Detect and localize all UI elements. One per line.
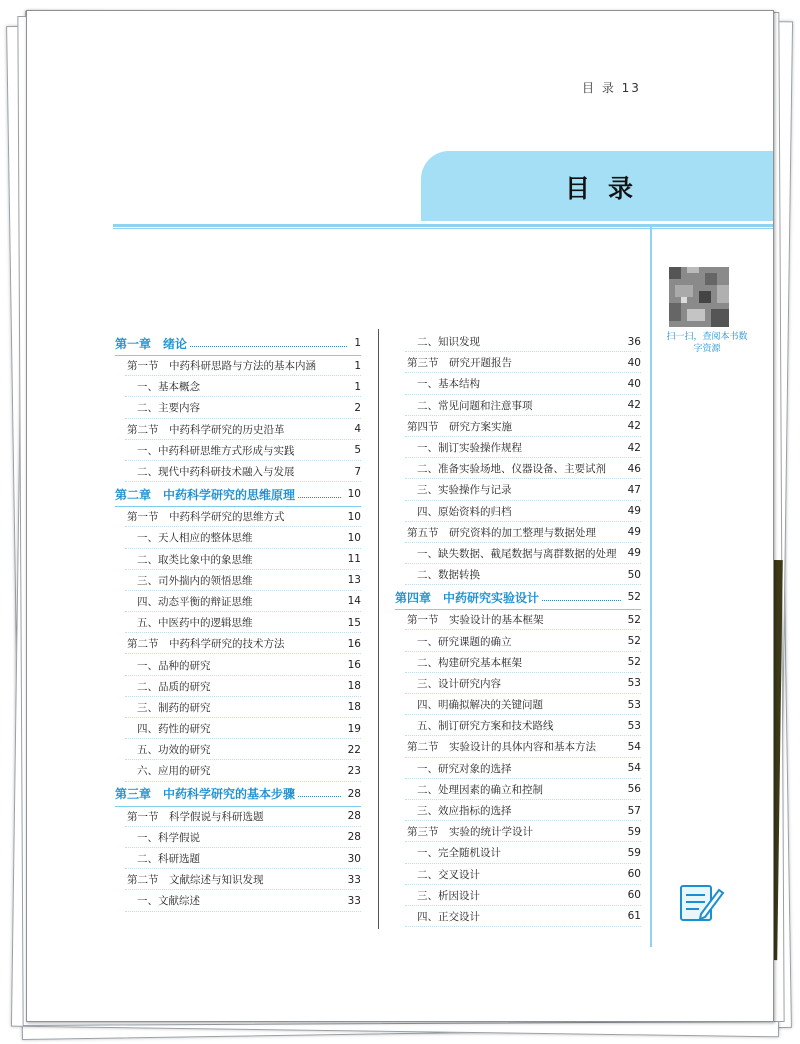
toc-item-entry[interactable] <box>115 461 361 482</box>
toc-entry-page: 52 <box>627 613 641 626</box>
toc-section-entry[interactable] <box>395 736 641 757</box>
toc-entry-title: 三、实验操作与记录 <box>417 484 512 497</box>
toc-section-entry[interactable] <box>395 522 641 543</box>
toc-entry-title: 第四节 研究方案实施 <box>407 420 512 433</box>
toc-entry-page: 23 <box>347 764 361 777</box>
toc-entry-title: 六、应用的研究 <box>137 765 211 778</box>
toc-entry-page: 10 <box>347 488 361 501</box>
toc-entry-page: 52 <box>627 591 641 604</box>
toc-item-entry[interactable] <box>115 654 361 675</box>
toc-item-entry[interactable] <box>115 676 361 697</box>
toc-entry-title: 一、基本结构 <box>417 378 480 391</box>
toc-entry-title: 一、制订实验操作规程 <box>417 442 522 455</box>
column-divider <box>378 329 379 929</box>
toc-entry-title: 一、品种的研究 <box>137 659 211 672</box>
toc-section-entry[interactable] <box>395 352 641 373</box>
toc-item-entry[interactable] <box>115 718 361 739</box>
toc-item-entry[interactable] <box>115 848 361 869</box>
toc-entry-title: 二、处理因素的确立和控制 <box>417 783 543 796</box>
running-header: 目 录 13 <box>582 81 641 95</box>
toc-item-entry[interactable] <box>395 543 641 564</box>
header-rule <box>113 224 773 227</box>
toc-entry-title: 第二节 中药科学研究的技术方法 <box>127 638 285 651</box>
toc-section-entry[interactable] <box>395 821 641 842</box>
toc-item-entry[interactable] <box>395 673 641 694</box>
toc-entry-title: 三、析因设计 <box>417 889 480 902</box>
toc-item-entry[interactable] <box>395 694 641 715</box>
toc-item-entry[interactable] <box>395 437 641 458</box>
toc-item-entry[interactable] <box>115 612 361 633</box>
toc-entry-title: 五、制订研究方案和技术路线 <box>417 720 554 733</box>
toc-item-entry[interactable] <box>395 906 641 927</box>
toc-entry-title: 第一节 中药科学研究的思维方式 <box>127 511 285 524</box>
toc-entry-page: 1 <box>354 337 361 349</box>
toc-entry-page: 50 <box>627 568 641 581</box>
toc-entry-title: 一、文献综述 <box>137 895 200 908</box>
toc-entry-title: 二、取类比象中的象思维 <box>137 553 253 566</box>
toc-entry-title: 一、中药科研思维方式形成与实践 <box>137 444 295 457</box>
toc-entry-title: 二、数据转换 <box>417 569 480 582</box>
toc-section-entry[interactable] <box>115 355 361 376</box>
toc-item-entry[interactable] <box>115 760 361 781</box>
toc-entry-title: 四、动态平衡的辩证思维 <box>137 595 253 608</box>
toc-entry-title: 二、知识发现 <box>417 336 480 349</box>
toc-entry-title: 第一章 绪论 <box>115 336 188 351</box>
toc-item-entry[interactable] <box>395 800 641 821</box>
toc-item-entry[interactable] <box>395 501 641 522</box>
toc-entry-title: 四、正交设计 <box>417 910 480 923</box>
toc-entry-page: 15 <box>347 616 361 629</box>
toc-entry-page: 56 <box>627 783 641 796</box>
toc-entry-title: 二、交叉设计 <box>417 868 480 881</box>
toc-item-entry[interactable] <box>395 331 641 352</box>
toc-entry-title: 五、中医药中的逻辑思维 <box>137 617 253 630</box>
toc-entry-page: 4 <box>354 423 361 436</box>
toc-right-column <box>395 331 641 927</box>
toc-entry-page: 49 <box>627 547 641 560</box>
toc-entry-title: 四、明确拟解决的关键问题 <box>417 699 543 712</box>
qr-caption: 扫一扫，查阅本书数字资源 <box>666 332 748 354</box>
toc-item-entry[interactable] <box>395 458 641 479</box>
toc-item-entry[interactable] <box>115 591 361 612</box>
toc-item-entry[interactable] <box>115 376 361 397</box>
toc-entry-title: 二、主要内容 <box>137 402 200 415</box>
toc-entry-title: 四、药性的研究 <box>137 723 211 736</box>
toc-entry-page: 1 <box>354 380 361 393</box>
toc-entry-title: 第四章 中药研究实验设计 <box>395 590 540 605</box>
toc-entry-page: 60 <box>627 868 641 881</box>
toc-item-entry[interactable] <box>395 564 641 585</box>
toc-item-entry[interactable] <box>395 479 641 500</box>
toc-entry-title: 五、功效的研究 <box>137 744 211 757</box>
toc-entry-page: 54 <box>627 740 641 753</box>
toc-item-entry[interactable] <box>395 779 641 800</box>
toc-entry-page: 53 <box>627 698 641 711</box>
toc-item-entry[interactable] <box>115 397 361 418</box>
toc-entry-page: 30 <box>347 852 361 865</box>
toc-entry-title: 一、科学假说 <box>137 831 200 844</box>
toc-item-entry[interactable] <box>115 827 361 848</box>
toc-entry-title: 四、原始资料的归档 <box>417 505 512 518</box>
toc-entry-page: 22 <box>347 743 361 756</box>
toc-item-entry[interactable] <box>115 890 361 911</box>
toc-section-entry[interactable] <box>115 869 361 890</box>
toc-item-entry[interactable] <box>395 758 641 779</box>
toc-section-entry[interactable] <box>115 506 361 527</box>
toc-entry-page: 40 <box>627 356 641 369</box>
toc-item-entry[interactable] <box>115 739 361 760</box>
dot-leader <box>190 346 347 347</box>
toc-item-entry[interactable] <box>395 630 641 651</box>
toc-section-entry[interactable] <box>395 609 641 630</box>
header-rule-thin <box>113 228 773 229</box>
toc-entry-title: 一、天人相应的整体思维 <box>137 532 253 545</box>
toc-entry-title: 一、缺失数据、截尾数据与离群数据的处理 <box>417 547 617 560</box>
toc-entry-title: 第三章 中药科学研究的基本步骤 <box>115 787 296 802</box>
toc-entry-title: 第一节 科学假说与科研选题 <box>127 810 264 823</box>
toc-entry-page: 47 <box>627 483 641 496</box>
toc-chapter-entry[interactable] <box>115 482 361 506</box>
toc-chapter-entry[interactable] <box>115 331 361 355</box>
toc-entry-title: 二、现代中药科研技术融入与发展 <box>137 466 295 479</box>
toc-left-column <box>115 331 361 912</box>
toc-entry-page: 59 <box>627 825 641 838</box>
toc-entry-page: 42 <box>627 399 641 412</box>
toc-entry-page: 59 <box>627 846 641 859</box>
toc-entry-title: 三、司外揣内的领悟思维 <box>137 574 253 587</box>
toc-item-entry[interactable] <box>115 549 361 570</box>
toc-entry-page: 19 <box>347 722 361 735</box>
toc-entry-page: 60 <box>627 889 641 902</box>
toc-entry-title: 第二节 中药科学研究的历史沿革 <box>127 423 285 436</box>
toc-item-entry[interactable] <box>395 395 641 416</box>
toc-entry-page: 33 <box>347 894 361 907</box>
toc-item-entry[interactable] <box>395 842 641 863</box>
toc-entry-page: 28 <box>347 831 361 844</box>
toc-section-entry[interactable] <box>115 419 361 440</box>
toc-entry-page: 42 <box>627 420 641 433</box>
toc-entry-title: 第二节 实验设计的具体内容和基本方法 <box>407 741 596 754</box>
toc-entry-page: 57 <box>627 804 641 817</box>
toc-entry-page: 11 <box>347 553 361 566</box>
toc-item-entry[interactable] <box>395 652 641 673</box>
toc-entry-page: 53 <box>627 677 641 690</box>
toc-entry-page: 54 <box>627 762 641 775</box>
toc-entry-page: 2 <box>354 401 361 414</box>
toc-entry-page: 18 <box>347 680 361 693</box>
toc-entry-title: 三、制药的研究 <box>137 701 211 714</box>
toc-entry-title: 三、设计研究内容 <box>417 677 501 690</box>
toc-section-entry[interactable] <box>115 806 361 827</box>
toc-entry-title: 一、研究对象的选择 <box>417 762 512 775</box>
toc-entry-page: 36 <box>627 335 641 348</box>
toc-section-entry[interactable] <box>115 633 361 654</box>
toc-entry-title: 第一节 实验设计的基本框架 <box>407 614 544 627</box>
toc-entry-title: 第一节 中药科研思路与方法的基本内涵 <box>127 360 316 373</box>
dot-leader <box>542 600 621 601</box>
toc-item-entry[interactable] <box>115 570 361 591</box>
toc-entry-page: 49 <box>627 505 641 518</box>
toc-entry-page: 10 <box>347 531 361 544</box>
toc-entry-title: 一、研究课题的确立 <box>417 635 512 648</box>
toc-item-entry[interactable] <box>115 440 361 461</box>
toc-entry-page: 1 <box>354 359 361 372</box>
toc-entry-title: 第二章 中药科学研究的思维原理 <box>115 487 296 502</box>
toc-entry-page: 53 <box>627 719 641 732</box>
margin-rule <box>650 227 652 947</box>
toc-chapter-entry[interactable] <box>395 585 641 609</box>
toc-entry-page: 61 <box>627 910 641 923</box>
toc-entry-page: 5 <box>354 444 361 457</box>
toc-item-entry[interactable] <box>395 864 641 885</box>
toc-entry-page: 40 <box>627 377 641 390</box>
toc-item-entry[interactable] <box>395 885 641 906</box>
toc-entry-page: 46 <box>627 462 641 475</box>
toc-entry-title: 二、准备实验场地、仪器设备、主要试剂 <box>417 463 606 476</box>
toc-entry-page: 28 <box>347 810 361 823</box>
toc-entry-title: 一、完全随机设计 <box>417 847 501 860</box>
toc-entry-title: 二、常见问题和注意事项 <box>417 399 533 412</box>
toc-entry-page: 52 <box>627 656 641 669</box>
toc-entry-page: 52 <box>627 635 641 648</box>
toc-entry-page: 49 <box>627 526 641 539</box>
toc-entry-title: 二、品质的研究 <box>137 680 211 693</box>
toc-item-entry[interactable] <box>395 715 641 736</box>
toc-entry-page: 16 <box>347 659 361 672</box>
toc-entry-title: 第三节 研究开题报告 <box>407 357 512 370</box>
toc-chapter-entry[interactable] <box>115 782 361 806</box>
toc-entry-title: 一、基本概念 <box>137 381 200 394</box>
toc-item-entry[interactable] <box>115 697 361 718</box>
dot-leader <box>298 497 341 498</box>
qr-code-icon[interactable] <box>669 267 729 327</box>
notebook-pencil-icon <box>677 878 725 926</box>
toc-entry-page: 28 <box>347 787 361 800</box>
toc-item-entry[interactable] <box>395 373 641 394</box>
toc-entry-page: 18 <box>347 701 361 714</box>
toc-item-entry[interactable] <box>115 527 361 548</box>
dot-leader <box>298 796 341 797</box>
toc-entry-title: 三、效应指标的选择 <box>417 805 512 818</box>
toc-entry-title: 第三节 实验的统计学设计 <box>407 826 533 839</box>
toc-page <box>26 10 774 1022</box>
toc-entry-page: 42 <box>627 441 641 454</box>
page-title: 目录 <box>565 174 652 203</box>
toc-entry-title: 二、科研选题 <box>137 853 200 866</box>
toc-entry-title: 第二节 文献综述与知识发现 <box>127 874 264 887</box>
toc-entry-page: 14 <box>347 595 361 608</box>
toc-entry-page: 13 <box>347 574 361 587</box>
toc-entry-page: 10 <box>347 510 361 523</box>
toc-entry-page: 7 <box>354 465 361 478</box>
toc-entry-title: 二、构建研究基本框架 <box>417 656 522 669</box>
toc-section-entry[interactable] <box>395 416 641 437</box>
toc-entry-title: 第五节 研究资料的加工整理与数据处理 <box>407 526 596 539</box>
toc-entry-page: 16 <box>347 637 361 650</box>
toc-entry-page: 33 <box>347 873 361 886</box>
